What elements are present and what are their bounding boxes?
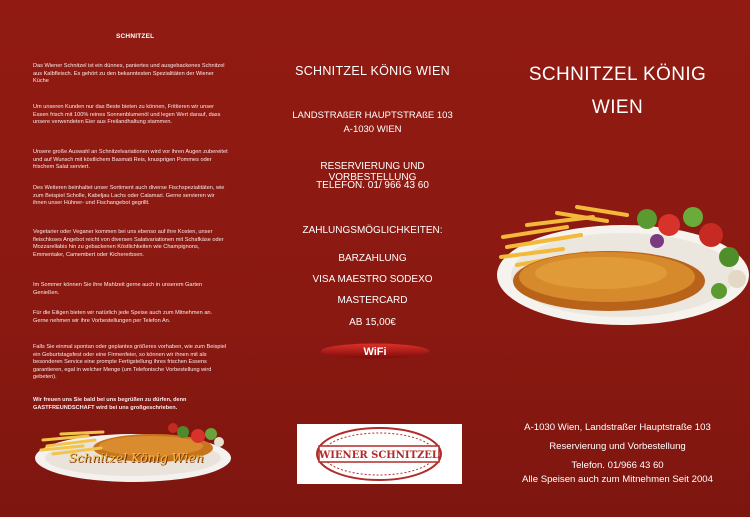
paragraph-intro: Das Wiener Schnitzel ist ein dünnes, paniertes und ausgebackenes Schnitzel aus Kalbfleisch. Es gehört zu den bekanntesten Spezialitäten der Wiener Küche (33, 63, 225, 85)
stamp-illustration (297, 424, 462, 484)
left-small-title: SCHNITZEL (116, 33, 155, 40)
plate-caption: Schnitzel König Wien (68, 450, 204, 465)
footer-since: Alle Speisen auch zum Mitnehmen Seit 2004 (522, 474, 713, 485)
schnitzel-dish-illustration (497, 195, 750, 327)
wifi-label: WiFi (363, 346, 387, 358)
footer-address: A-1030 Wien, Landstraßer Hauptstraße 103 (524, 422, 711, 433)
schnitzel-plate-image-right (497, 195, 750, 327)
paragraph-vegetarian: Vegetarier oder Veganer kommen bei uns ebenso auf ihre Kosten, unser fleischloses Angebot reicht von diversen Salatvariationen mit Schafkäse oder Mozzarellabis hin zu gebackenen Köstlichkeiten wie Champignons, Emmentaler, Camembert oder Kichererbsen. (33, 229, 224, 258)
paragraph-takeaway: Für die Eiligen bieten wir natürlich jede Speise auch zum Mitnehmen an. Gerne nehmen wir ihre Vorbestellungen per Telefon An. (33, 310, 213, 324)
payment-minimum: AB 15,00€ (349, 317, 396, 328)
reservation-phone: TELEFON. 01/ 966 43 60 (316, 180, 429, 191)
paragraph-welcome: Wir freuen uns Sie bald bei uns begrüßen zu dürfen, denn GASTFREUNDSCHAFT wird bei uns großgeschrieben. (33, 397, 187, 411)
address-city: A-1030 WIEN (343, 124, 402, 135)
wiener-schnitzel-stamp (297, 424, 462, 484)
payment-mastercard: MASTERCARD (337, 295, 408, 306)
footer-phone: Telefon. 01/966 43 60 (571, 460, 664, 471)
paragraph-variations: Unsere große Auswahl an Schnitzelvariationen wird vor ihren Augen zubereitet und auf Wunsch mit köstlichem Basmati Reis, knusprigen Pommes oder frischem Salat serviert. (33, 149, 228, 171)
payment-cash: BARZAHLUNG (338, 253, 407, 264)
payment-cards: VISA MAESTRO SODEXO (312, 274, 433, 285)
address-street: LANDSTRAßER HAUPTSTRAßE 103 (292, 110, 453, 121)
payment-heading: ZAHLUNGSMÖGLICHKEITEN: (302, 225, 443, 236)
paragraph-garden: Im Sommer können Sie ihre Mahlzeit gerne auch in unserem Garten Genießen. (33, 282, 203, 296)
middle-title: SCHNITZEL KÖNIG WIEN (295, 64, 450, 78)
reservation-heading: RESERVIERUNG UND VORBESTELLUNG (320, 161, 425, 183)
footer-reservation: Reservierung und Vorbestellung (549, 441, 686, 452)
schnitzel-plate-image-left (33, 418, 233, 484)
paragraph-oil: Um unseren Kunden nur das Beste bieten zu können, Frittieren wir unser Essen frisch mit 100% reines Sonnenblumenöl und legen Wert darauf, dass unsere verwendeten Eier aus Freilandhaltung stammen. (33, 104, 221, 126)
right-title-line2: WIEN (591, 97, 644, 118)
paragraph-events: Falls Sie einmal spontan oder geplantes größeres vorhaben, wie zum Beispiel ein Geburtstagsfest oder eine Firmenfeier, so können wir ihnen mit als besonderen Service eine prompte Fertigstellung ihres frischen Essens garantieren, egal in welcher Menge (um Telefonische Vorbestellung wird gebeten). (33, 344, 227, 381)
paragraph-fish: Des Weiteren beinhaltet unser Sortiment auch diverse Fischspezialitäten, wie zum Beispiel Scholle, Kabeljau Lachs oder Calamari. Gerne servieren wir ihnen unser Hühner- und Fischangebot gegrillt. (33, 185, 225, 207)
wifi-icon (320, 343, 430, 359)
stamp-text: WIENER SCHNITZEL (319, 450, 439, 461)
wifi-badge (320, 343, 430, 359)
right-title-line1: SCHNITZEL KÖNIG (528, 64, 707, 85)
